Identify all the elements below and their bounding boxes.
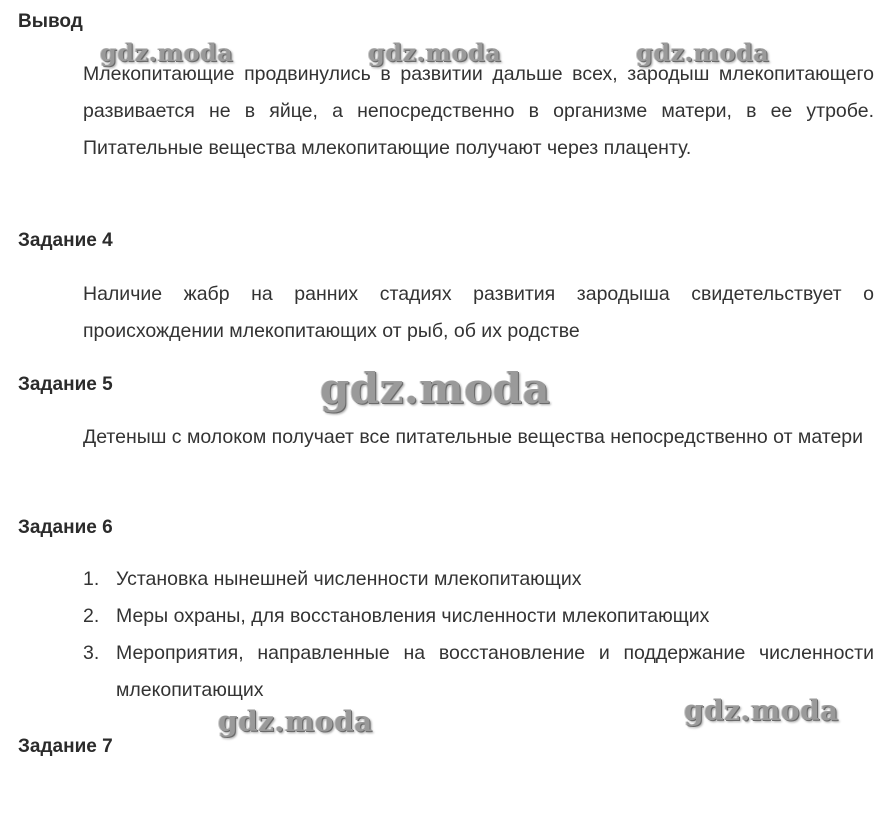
list-item-text: Мероприятия, направленные на восстановление и поддержание численности млекопитающих [116, 642, 874, 701]
watermark: gdz.moda [100, 38, 234, 67]
watermark: gdz.moda [218, 705, 373, 738]
list-item-number: 3. [83, 642, 100, 664]
list-item-text: Установка нынешней численности млекопитающих [116, 568, 582, 590]
watermark: gdz.moda [320, 364, 551, 413]
conclusion-heading: Вывод [18, 11, 83, 32]
list-item-text: Меры охраны, для восстановления численности млекопитающих [116, 605, 710, 627]
list-item [83, 561, 874, 598]
watermark: gdz.moda [636, 38, 770, 67]
watermark: gdz.moda [684, 694, 839, 727]
task5-text: Детеныш с молоком получает все питательные вещества непосредственно от матери [83, 426, 864, 448]
task4-heading: Задание 4 [18, 230, 113, 251]
list-item [83, 635, 874, 709]
task4-text: Наличие жабр на ранних стадиях развития зародыша свидетельствует о происхождении млекопитающих от рыб, об их родстве [83, 283, 874, 342]
task6-heading: Задание 6 [18, 517, 113, 538]
watermark: gdz.moda [368, 38, 502, 67]
task5-heading: Задание 5 [18, 374, 113, 395]
conclusion-text: Млекопитающие продвинулись в развитии дальше всех, зародыш млекопитающего развивается не в яйце, а непосредственно в организме матери, в ее утробе. Питательные вещества млекопитающие получают через плаценту. [83, 63, 874, 159]
list-item-number: 1. [83, 568, 100, 590]
task6-list [83, 561, 874, 709]
task7-heading: Задание 7 [18, 736, 113, 757]
list-item-number: 2. [83, 605, 100, 627]
list-item [83, 598, 874, 635]
